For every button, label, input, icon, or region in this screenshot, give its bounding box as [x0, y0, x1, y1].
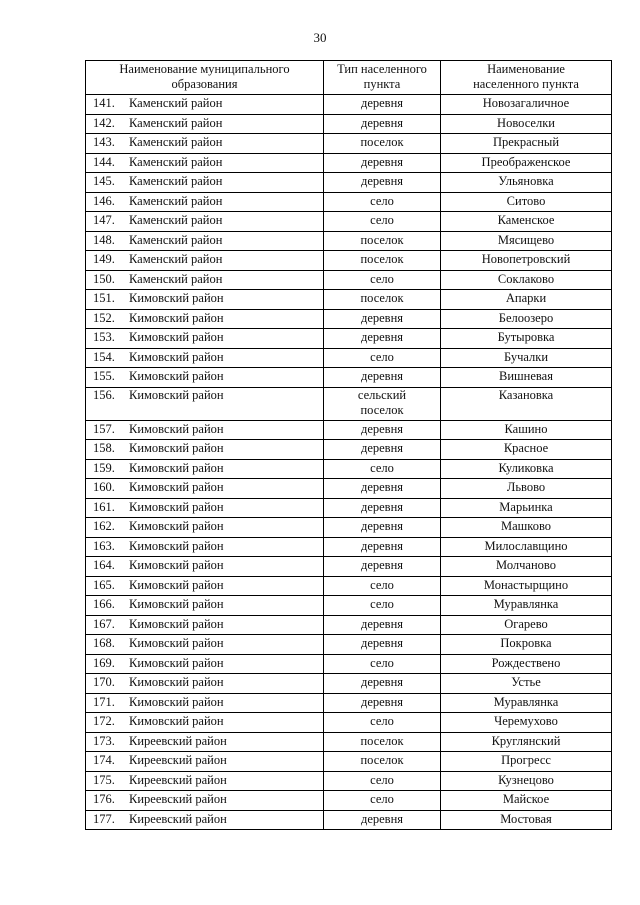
table-body	[86, 95, 612, 830]
municipality-name: Кимовский район	[129, 460, 224, 475]
settlement-name-cell: Красное	[441, 440, 612, 460]
row-number: 172.	[93, 714, 115, 728]
municipality-cell	[86, 290, 324, 310]
settlement-type-cell	[324, 192, 441, 212]
settlement-type-cell	[324, 95, 441, 115]
municipality-cell	[86, 635, 324, 655]
row-number: 160.	[93, 480, 115, 494]
settlement-name-cell: Прекрасный	[441, 134, 612, 154]
municipality-cell	[86, 752, 324, 772]
header-municipality-line-2: образования	[171, 77, 238, 91]
settlement-name-cell: Огарево	[441, 615, 612, 635]
municipality-name: Кимовский район	[129, 577, 224, 592]
municipality-name: Кимовский район	[129, 655, 224, 670]
settlement-name-cell: Милославщино	[441, 537, 612, 557]
settlement-name-cell: Мясищево	[441, 231, 612, 251]
municipality-name: Кимовский район	[129, 714, 224, 728]
settlement-type-cell	[324, 114, 441, 134]
row-number: 169.	[93, 655, 115, 670]
municipality-name: Каменский район	[129, 193, 223, 208]
municipality-cell	[86, 791, 324, 811]
municipality-name: Кимовский район	[129, 636, 224, 650]
table-row	[86, 153, 612, 173]
table-row	[86, 440, 612, 460]
settlement-type-cell	[324, 596, 441, 616]
municipality-cell	[86, 810, 324, 830]
settlement-type: село	[370, 193, 394, 208]
table-row	[86, 329, 612, 349]
settlement-type-cell	[324, 173, 441, 193]
settlement-type: село	[370, 577, 394, 592]
municipality-name: Кимовский район	[129, 441, 224, 455]
settlement-type-cell	[324, 810, 441, 830]
settlement-type-cell	[324, 498, 441, 518]
header-settlement-line-1: Наименование	[487, 62, 565, 76]
settlement-type: деревня	[360, 441, 404, 455]
municipality-name: Каменский район	[129, 213, 223, 227]
settlement-type: село	[370, 213, 394, 227]
table-row	[86, 95, 612, 115]
table-header-row	[86, 61, 612, 95]
settlement-type: поселок	[360, 733, 404, 748]
municipality-cell	[86, 732, 324, 752]
table-row	[86, 810, 612, 830]
settlement-name-cell: Львово	[441, 479, 612, 499]
row-number: 155.	[93, 369, 115, 383]
settlement-type: село	[370, 349, 394, 364]
settlement-type-cell	[324, 557, 441, 577]
municipality-name: Кимовский район	[129, 330, 224, 344]
row-number: 161.	[93, 499, 115, 514]
settlement-name-cell: Ульяновка	[441, 173, 612, 193]
settlement-name-cell: Преображенское	[441, 153, 612, 173]
settlement-type-cell	[324, 212, 441, 232]
municipality-name: Кимовский район	[129, 499, 224, 514]
municipality-cell	[86, 615, 324, 635]
municipality-name: Кимовский район	[129, 694, 224, 709]
municipality-name: Киреевский район	[129, 772, 227, 787]
settlement-name-cell: Новопетровский	[441, 251, 612, 271]
settlement-type: село	[370, 597, 394, 611]
settlement-type-cell	[324, 290, 441, 310]
municipality-cell	[86, 212, 324, 232]
row-number: 177.	[93, 811, 115, 826]
municipality-cell	[86, 153, 324, 173]
municipality-cell	[86, 329, 324, 349]
municipality-cell	[86, 576, 324, 596]
settlement-name-cell: Рождествено	[441, 654, 612, 674]
municipality-name: Кимовский район	[129, 310, 224, 325]
settlement-name-cell: Монастырщино	[441, 576, 612, 596]
settlement-type: деревня	[360, 310, 404, 325]
municipality-cell	[86, 479, 324, 499]
settlement-type-cell	[324, 576, 441, 596]
municipality-cell	[86, 771, 324, 791]
settlement-type-cell	[324, 693, 441, 713]
row-number: 174.	[93, 753, 115, 767]
settlement-type-cell	[324, 752, 441, 772]
settlement-name-cell: Апарки	[441, 290, 612, 310]
row-number: 154.	[93, 349, 115, 364]
table-row	[86, 654, 612, 674]
settlement-type-cell	[324, 479, 441, 499]
settlement-type: деревня	[360, 811, 404, 826]
settlement-name-cell: Покровка	[441, 635, 612, 655]
row-number: 167.	[93, 616, 115, 631]
municipality-name: Кимовский район	[129, 291, 224, 305]
municipality-cell	[86, 713, 324, 733]
municipality-cell	[86, 173, 324, 193]
table-row	[86, 693, 612, 713]
row-number: 142.	[93, 115, 115, 130]
settlement-type-cell	[324, 654, 441, 674]
settlement-type-cell	[324, 615, 441, 635]
municipality-name: Киреевский район	[129, 811, 227, 826]
municipality-name: Кимовский район	[129, 597, 224, 611]
municipality-cell	[86, 387, 324, 420]
header-settlement	[441, 61, 612, 95]
table-row	[86, 596, 612, 616]
settlement-type: село	[370, 271, 394, 286]
settlement-type: деревня	[360, 519, 404, 533]
table-row	[86, 114, 612, 134]
header-type-line-2: пункта	[363, 77, 401, 91]
municipality-cell	[86, 231, 324, 251]
row-number: 159.	[93, 460, 115, 475]
settlement-type: деревня	[360, 499, 404, 514]
table-row	[86, 518, 612, 538]
municipality-name: Кимовский район	[129, 616, 224, 631]
municipality-cell	[86, 596, 324, 616]
municipality-name: Кимовский район	[129, 421, 224, 436]
settlement-type: село	[370, 772, 394, 787]
municipality-name: Кимовский район	[129, 387, 224, 402]
settlement-name-cell: Казановка	[441, 387, 612, 420]
municipality-cell	[86, 537, 324, 557]
municipality-name: Кимовский район	[129, 538, 224, 553]
row-number: 156.	[93, 387, 115, 402]
table-row	[86, 635, 612, 655]
table-row	[86, 192, 612, 212]
settlement-name-cell: Новозагаличное	[441, 95, 612, 115]
settlement-type: село	[370, 714, 394, 728]
settlement-type: деревня	[360, 616, 404, 631]
table-row	[86, 290, 612, 310]
settlement-type: поселок	[360, 753, 404, 767]
row-number: 141.	[93, 96, 115, 110]
settlement-type: деревня	[360, 538, 404, 553]
settlement-name-cell: Соклаково	[441, 270, 612, 290]
settlement-type-cell	[324, 270, 441, 290]
municipality-name: Кимовский район	[129, 480, 224, 494]
row-number: 175.	[93, 772, 115, 787]
row-number: 168.	[93, 636, 115, 650]
settlement-type-cell	[324, 420, 441, 440]
settlement-name-cell: Круглянский	[441, 732, 612, 752]
municipality-cell	[86, 95, 324, 115]
row-number: 153.	[93, 330, 115, 344]
settlement-name-cell: Машково	[441, 518, 612, 538]
table-row	[86, 576, 612, 596]
table-row	[86, 791, 612, 811]
municipality-cell	[86, 309, 324, 329]
settlement-type-cell	[324, 459, 441, 479]
table-row	[86, 309, 612, 329]
settlement-type-cell	[324, 329, 441, 349]
settlement-type: село	[370, 792, 394, 806]
row-number: 152.	[93, 310, 115, 325]
settlement-type: деревня	[360, 558, 404, 572]
header-type	[324, 61, 441, 95]
municipality-name: Кимовский район	[129, 349, 224, 364]
row-number: 162.	[93, 519, 115, 533]
row-number: 149.	[93, 252, 115, 266]
table-row	[86, 251, 612, 271]
header-type-line-1: Тип населенного	[337, 62, 427, 76]
municipality-cell	[86, 420, 324, 440]
table-row	[86, 270, 612, 290]
settlement-type: деревня	[360, 636, 404, 650]
municipality-name: Кимовский район	[129, 369, 224, 383]
settlement-name-cell: Кашино	[441, 420, 612, 440]
settlement-type-cell	[324, 537, 441, 557]
municipality-cell	[86, 498, 324, 518]
settlement-type: сельский	[357, 387, 407, 402]
settlement-type-cell	[324, 231, 441, 251]
settlement-type: деревня	[360, 421, 404, 436]
settlement-name-cell: Бучалки	[441, 348, 612, 368]
settlement-type: деревня	[360, 174, 404, 188]
settlement-name-cell: Ситово	[441, 192, 612, 212]
settlement-name-cell: Марьинка	[441, 498, 612, 518]
settlement-type: деревня	[360, 330, 404, 344]
municipality-cell	[86, 134, 324, 154]
settlement-type-cell	[324, 348, 441, 368]
municipality-name: Каменский район	[129, 232, 223, 247]
settlement-type-cell	[324, 251, 441, 271]
municipality-cell	[86, 251, 324, 271]
table-row	[86, 479, 612, 499]
settlement-type-cell	[324, 674, 441, 694]
settlements-table	[85, 60, 612, 830]
municipality-name: Каменский район	[129, 154, 223, 169]
municipality-name: Кимовский район	[129, 519, 224, 533]
table-row	[86, 348, 612, 368]
settlement-name-cell: Каменское	[441, 212, 612, 232]
table-row	[86, 537, 612, 557]
settlement-name-cell: Бутыровка	[441, 329, 612, 349]
settlement-name-cell: Новоселки	[441, 114, 612, 134]
row-number: 157.	[93, 421, 115, 436]
settlement-type-cell	[324, 635, 441, 655]
settlement-name-cell: Майское	[441, 791, 612, 811]
municipality-name: Кимовский район	[129, 675, 224, 689]
settlement-name-cell: Белоозеро	[441, 309, 612, 329]
row-number: 173.	[93, 733, 115, 748]
table-row	[86, 420, 612, 440]
municipality-name: Каменский район	[129, 96, 223, 110]
row-number: 148.	[93, 232, 115, 247]
municipality-name: Каменский район	[129, 174, 223, 188]
municipality-name: Киреевский район	[129, 733, 227, 748]
settlement-type: поселок	[360, 402, 404, 417]
row-number: 144.	[93, 154, 115, 169]
settlement-type: деревня	[360, 115, 404, 130]
municipality-name: Каменский район	[129, 252, 223, 266]
settlement-type: поселок	[360, 252, 404, 266]
settlement-name-cell: Молчаново	[441, 557, 612, 577]
settlement-name-cell: Устье	[441, 674, 612, 694]
page-number: 30	[313, 30, 327, 45]
settlement-type-cell	[324, 791, 441, 811]
municipality-cell	[86, 114, 324, 134]
row-number: 158.	[93, 441, 115, 455]
municipality-cell	[86, 654, 324, 674]
row-number: 145.	[93, 174, 115, 188]
settlement-type: деревня	[360, 96, 404, 110]
settlement-type: село	[370, 655, 394, 670]
table-row	[86, 752, 612, 772]
settlement-type-cell	[324, 440, 441, 460]
settlement-type-cell	[324, 309, 441, 329]
table-row	[86, 615, 612, 635]
table-row	[86, 387, 612, 420]
municipality-cell	[86, 348, 324, 368]
settlement-type-cell	[324, 368, 441, 388]
header-settlement-line-2: населенного пункта	[473, 77, 579, 91]
row-number: 146.	[93, 193, 115, 208]
row-number: 151.	[93, 291, 115, 305]
settlement-type: деревня	[360, 694, 404, 709]
settlement-type-cell	[324, 153, 441, 173]
table-row	[86, 231, 612, 251]
table-row	[86, 212, 612, 232]
row-number: 164.	[93, 558, 115, 572]
row-number: 170.	[93, 675, 115, 689]
municipality-name: Кимовский район	[129, 558, 224, 572]
municipality-cell	[86, 459, 324, 479]
header-municipality	[86, 61, 324, 95]
municipality-cell	[86, 674, 324, 694]
settlement-type: деревня	[360, 369, 404, 383]
municipality-cell	[86, 440, 324, 460]
settlement-type: деревня	[360, 154, 404, 169]
settlement-type-cell	[324, 387, 441, 420]
settlement-type: поселок	[360, 291, 404, 305]
row-number: 176.	[93, 792, 115, 806]
settlement-type-cell	[324, 518, 441, 538]
settlement-type: поселок	[360, 232, 404, 247]
row-number: 147.	[93, 213, 115, 227]
row-number: 165.	[93, 577, 115, 592]
settlement-type-cell	[324, 771, 441, 791]
settlement-name-cell: Куликовка	[441, 459, 612, 479]
municipality-cell	[86, 192, 324, 212]
table-row	[86, 713, 612, 733]
table-row	[86, 771, 612, 791]
table-row	[86, 557, 612, 577]
row-number: 166.	[93, 597, 115, 611]
settlement-type: село	[370, 460, 394, 475]
municipality-cell	[86, 557, 324, 577]
table-row	[86, 459, 612, 479]
settlement-type: деревня	[360, 480, 404, 494]
settlement-name-cell: Мостовая	[441, 810, 612, 830]
municipality-cell	[86, 693, 324, 713]
settlement-name-cell: Черемухово	[441, 713, 612, 733]
table-row	[86, 674, 612, 694]
row-number: 150.	[93, 271, 115, 286]
municipality-name: Каменский район	[129, 271, 223, 286]
settlement-name-cell: Муравлянка	[441, 693, 612, 713]
municipality-cell	[86, 518, 324, 538]
settlement-type-cell	[324, 713, 441, 733]
settlement-type: поселок	[360, 135, 404, 149]
municipality-name: Каменский район	[129, 135, 223, 149]
header-municipality-line-1: Наименование муниципального	[119, 62, 290, 76]
settlement-type-cell	[324, 732, 441, 752]
table-row	[86, 134, 612, 154]
settlement-name-cell: Вишневая	[441, 368, 612, 388]
settlement-name-cell: Кузнецово	[441, 771, 612, 791]
municipality-cell	[86, 368, 324, 388]
row-number: 143.	[93, 135, 115, 149]
row-number: 163.	[93, 538, 115, 553]
table-row	[86, 498, 612, 518]
table-row	[86, 732, 612, 752]
settlement-name-cell: Муравлянка	[441, 596, 612, 616]
table-row	[86, 368, 612, 388]
settlement-type-cell	[324, 134, 441, 154]
municipality-name: Каменский район	[129, 115, 223, 130]
municipality-cell	[86, 270, 324, 290]
row-number: 171.	[93, 694, 115, 709]
settlement-name-cell: Прогресс	[441, 752, 612, 772]
settlement-type: деревня	[360, 675, 404, 689]
municipality-name: Киреевский район	[129, 753, 227, 767]
municipality-name: Киреевский район	[129, 792, 227, 806]
table-row	[86, 173, 612, 193]
